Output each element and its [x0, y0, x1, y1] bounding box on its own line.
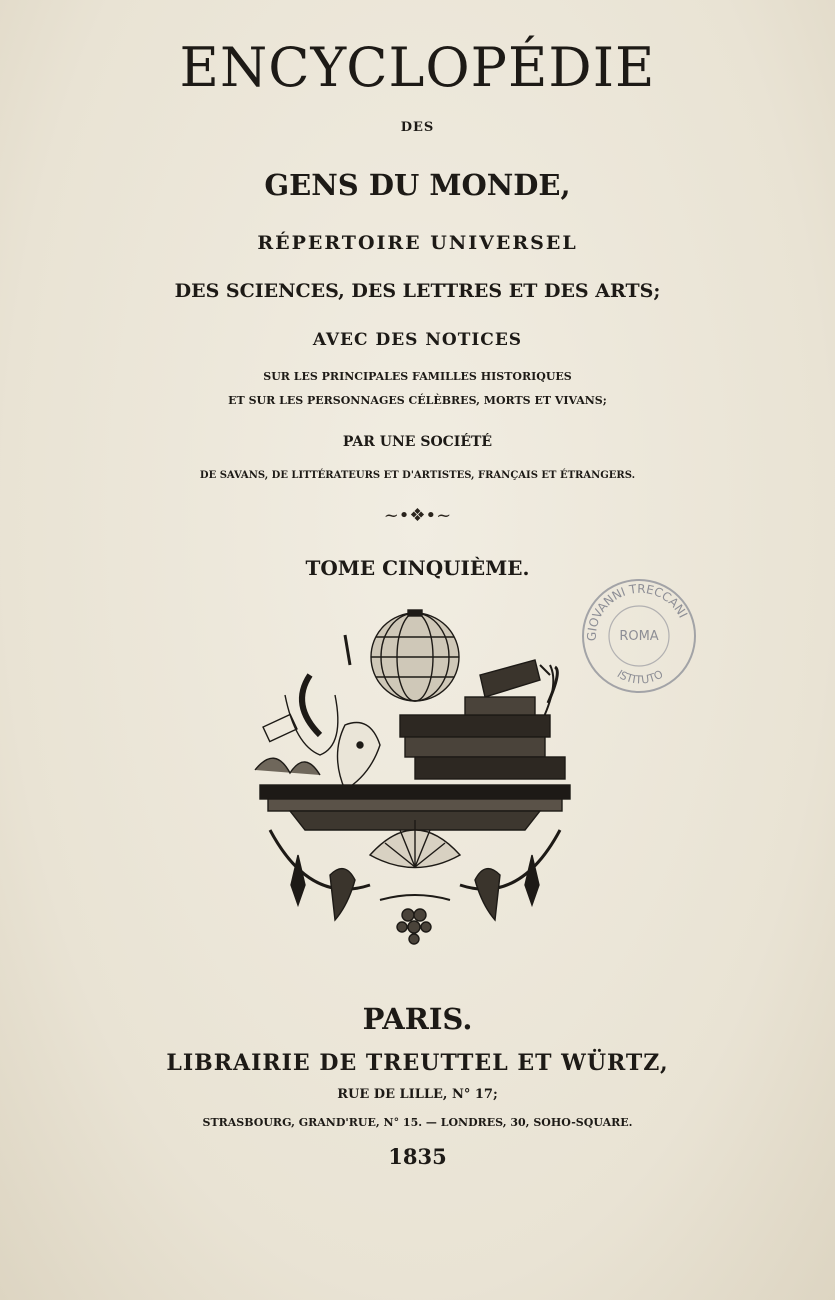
- volume-label: TOME CINQUIÈME.: [305, 556, 530, 580]
- publisher: LIBRAIRIE DE TREUTTEL ET WÜRTZ,: [166, 1050, 669, 1076]
- engraved-vignette: [250, 605, 580, 970]
- stamp-text-bottom: ISTITUTO: [614, 667, 666, 687]
- personages-line: ET SUR LES PERSONNAGES CÉLÈBRES, MORTS ET VIVANS;: [228, 394, 607, 407]
- subtitle: GENS DU MONDE,: [264, 168, 571, 202]
- library-stamp: [578, 575, 700, 697]
- svg-text:ISTITUTO: [615, 667, 666, 686]
- publication-year: 1835: [388, 1144, 447, 1169]
- contributors-line: DE SAVANS, DE LITTÉRATEURS ET D'ARTISTES, FRANÇAIS ET ÉTRANGERS.: [199, 470, 636, 481]
- families-line: SUR LES PRINCIPALES FAMILLES HISTORIQUES: [263, 370, 572, 383]
- stamp-text-center: ROMA: [619, 629, 659, 644]
- city: PARIS.: [362, 1002, 473, 1036]
- branch-addresses: STRASBOURG, GRAND'RUE, N° 15. — LONDRES, 30, SOHO-SQUARE.: [202, 1116, 633, 1129]
- repertoire-line: RÉPERTOIRE UNIVERSEL: [257, 232, 578, 254]
- main-title: ENCYCLOPÉDIE: [179, 36, 656, 99]
- ornament-divider: ~•❖•~: [383, 505, 452, 526]
- title-connector: DES: [400, 120, 435, 135]
- publisher-address: RUE DE LILLE, N° 17;: [337, 1087, 498, 1102]
- society-line: PAR UNE SOCIÉTÉ: [342, 434, 493, 450]
- sciences-line: DES SCIENCES, DES LETTRES ET DES ARTS;: [174, 280, 661, 302]
- stamp-text-top: GIOVANNI TRECCANI: [584, 581, 691, 642]
- notices-line: AVEC DES NOTICES: [312, 330, 523, 350]
